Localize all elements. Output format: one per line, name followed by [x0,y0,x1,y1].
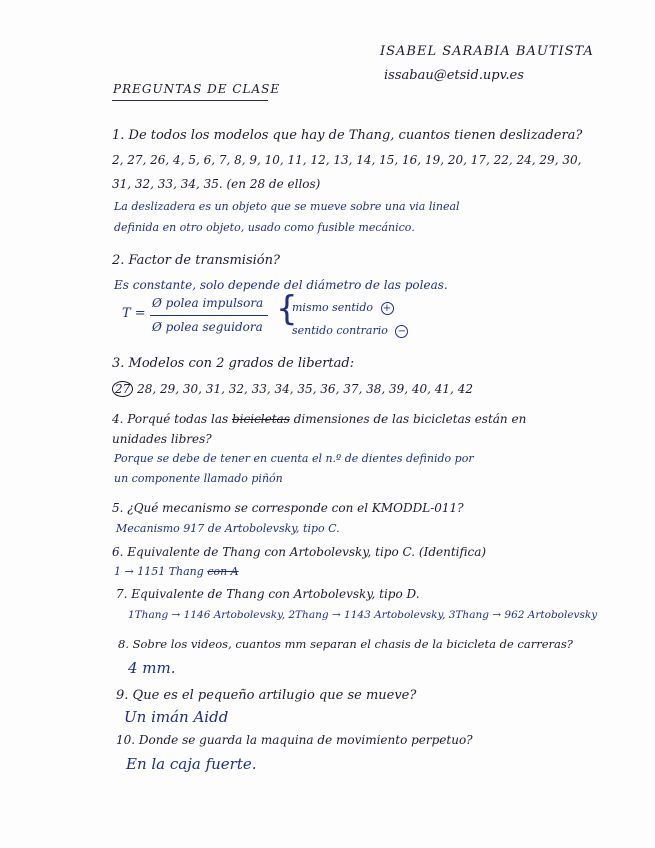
q5-answer: Mecanismo 917 de Artobolevsky, tipo C. [116,522,340,535]
q1-question: 1. De todos los modelos que hay de Thang, cuantos tienen deslizadera? [112,128,583,143]
q10-question: 10. Donde se guarda la maquina de movimiento perpetuo? [116,733,473,747]
q3-question: 3. Modelos con 2 grados de libertad: [112,356,355,371]
q4-question-part2: dimensiones de las bicicletas están en [293,412,527,426]
q6-struck-text: con A [207,565,239,578]
opposite-direction-label: sentido contrario [292,324,388,337]
q4-question-line1 [112,412,526,426]
q8-answer: 4 mm. [128,659,176,677]
fraction-line [150,315,268,316]
q6-answer: 1 → 1151 Thang [114,565,204,578]
minus-circle-icon: − [395,325,408,338]
q7-answer: 1Thang → 1146 Artobolevsky, 2Thang → 1143 Artobolevsky, 3Thang → 962 Artobolevsky [128,609,598,621]
q6-question: 6. Equivalente de Thang con Artobolevsky, tipo C. (Identifica) [112,545,487,559]
brace: { [276,289,298,329]
q1-note-line2: definida en otro objeto, usado como fusible mecánico. [114,221,415,234]
q2-t-label: T = [122,306,146,321]
q2-denominator: Ø polea seguidora [152,320,263,334]
q4-answer-line2: un componente llamado piñón [114,472,283,485]
q3-answer: 28, 29, 30, 31, 32, 33, 34, 35, 36, 37, 38, 39, 40, 41, 42 [137,382,473,396]
page-title: PREGUNTAS DE CLASE [113,82,281,96]
q2-question: 2. Factor de transmisión? [112,253,280,268]
q7-question: 7. Equivalente de Thang con Artobolevsky, tipo D. [116,587,420,601]
q1-answer-line1: 2, 27, 26, 4, 5, 6, 7, 8, 9, 10, 11, 12, 13, 14, 15, 16, 19, 20, 17, 22, 24, 29, 30, [112,153,582,167]
circled-model-number: 27 [112,381,133,397]
q9-answer: Un imán Aidd [124,708,229,726]
title-underline [112,100,268,101]
plus-circle-icon: + [381,302,394,315]
q4-question-line2: unidades libres? [112,432,212,446]
author-name: ISABEL SARABIA BAUTISTA [380,44,594,59]
q2-same-direction [292,301,394,315]
q1-note-line1: La deslizadera es un objeto que se mueve sobre una via lineal [114,200,460,213]
q8-question: 8. Sobre los videos, cuantos mm separan el chasis de la bicicleta de carreras? [118,637,573,651]
author-email: issabau@etsid.upv.es [384,68,524,83]
q2-opposite-direction [292,324,408,338]
q4-question-part1: 4. Porqué todas las [112,412,229,426]
q2-answer: Es constante, solo depende del diámetro de las poleas. [114,278,448,292]
q10-answer: En la caja fuerte. [126,755,257,773]
q4-answer-line1: Porque se debe de tener en cuenta el n.º de dientes definido por [114,452,474,465]
q2-numerator: Ø polea impulsora [152,296,264,310]
q4-struck-word: bicicletas [231,412,290,426]
q1-answer-line2: 31, 32, 33, 34, 35. (en 28 de ellos) [112,177,321,191]
same-direction-label: mismo sentido [292,301,373,314]
q5-question: 5. ¿Qué mecanismo se corresponde con el KMODDL-011? [112,501,464,515]
q3-answer-row [112,381,473,397]
q9-question: 9. Que es el pequeño artilugio que se mueve? [116,688,417,703]
q6-answer-row [114,565,239,578]
